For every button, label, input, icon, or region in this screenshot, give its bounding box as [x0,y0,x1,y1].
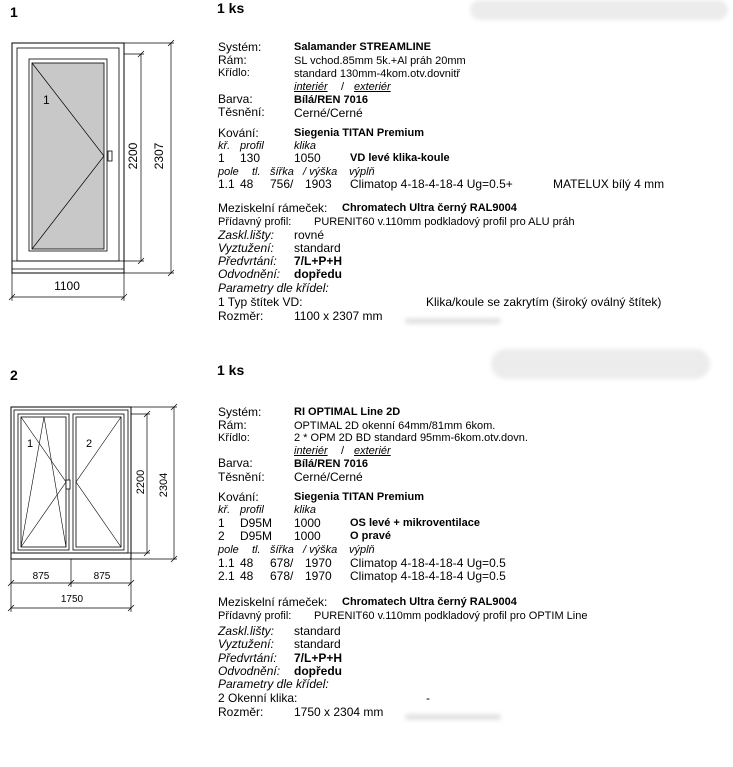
system-label: Systém: [218,405,262,419]
glass-row-width: 678/ [270,569,294,583]
predrill-value: 7/L+P+H [294,254,343,268]
interior-label: interiér [294,81,328,93]
color-label: Barva: [218,456,253,470]
system-value: Salamander STREAMLINE [294,41,431,53]
sash-label: Křídlo: [218,67,250,79]
spacer-label: Meziskelní rámeček: [218,595,328,609]
item-number: 2 [10,367,18,383]
hw-row-handle: 1000 [294,529,321,543]
glass-row-fill: Climatop 4-18-4-18-4 Ug=0.5+ [350,177,513,191]
hw-header-profile: profil [240,140,264,152]
item-quantity: 1 ks [217,362,245,378]
width-total-label: 1750 [60,594,84,605]
spacer-value: Chromatech Ultra černý RAL9004 [342,202,517,214]
hw-header-sash: kř. [218,140,231,152]
width-right-label: 875 [93,571,111,582]
hardware-label: Kování: [218,126,259,140]
glass-row-height: 1903 [305,177,332,191]
drain-value: dopředu [294,267,342,281]
size-label: Rozměr: [218,309,264,323]
glass-row-field: 2.1 [218,569,235,583]
redacted-area [491,349,710,379]
exterior-label: exteriér [354,81,391,93]
sash-value: standard 130mm-4kom.otv.dovnitř [294,68,461,80]
seal-value: Cerné/Cerné [294,470,363,484]
glass-row-fill: Climatop 4-18-4-18-4 Ug=0.5 [350,556,506,570]
window-handle-icon [66,480,70,489]
glass-header-height: / výška [303,166,338,178]
door-glass [32,63,104,249]
drain-value: dopředu [294,664,342,678]
reinforcement-value: standard [294,637,341,651]
exterior-label: exteriér [354,445,391,457]
hw-row-profile: D95M [240,529,273,543]
glass-header-field: pole [218,166,239,178]
glass-row-height: 1970 [305,556,332,570]
glass-row-thickness: 48 [240,569,254,583]
bead-value: rovné [294,228,325,242]
glass-header-width: šířka [270,544,294,556]
hardware-value: Siegenia TITAN Premium [294,127,424,139]
side-separator: / [341,81,345,93]
glass-header-thickness: tl. [252,544,261,556]
glass-row-width: 756/ [270,177,294,191]
predrill-label: Předvrtání: [218,651,277,665]
system-label: Systém: [218,40,262,54]
seal-value: Cerné/Cerné [294,106,363,120]
side-separator: / [341,445,345,457]
drain-label: Odvodnění: [218,267,281,281]
glass-row-thickness: 48 [240,556,254,570]
glass-header-height: / výška [303,544,338,556]
param-line-key: 1 Typ štítek VD: [218,295,303,309]
sash-number: 1 [43,93,50,107]
reinforcement-label: Vyztužení: [218,241,274,255]
glass-header-fill: výplň [349,166,375,178]
params-label: Parametry dle křídel: [218,281,329,295]
frame-label: Rám: [218,418,247,432]
add-profile-label: Přídavný profil: [218,216,292,228]
sash-number-left: 1 [27,438,34,450]
glass-row-width: 678/ [270,556,294,570]
sash-number-right: 2 [86,438,93,450]
door-handle-icon [108,151,112,161]
add-profile-label: Přídavný profil: [218,610,292,622]
hw-row-handle: 1000 [294,516,321,530]
hw-row-sash: 1 [218,516,225,530]
system-value: RI OPTIMAL Line 2D [294,406,401,418]
sash-value: 2 * OPM 2D BD standard 95mm-6kom.otv.dovn. [294,432,528,444]
glass-row-extra: MATELUX bílý 4 mm [553,177,665,191]
width-left-label: 875 [32,571,50,582]
add-profile-value: PURENIT60 v.110mm podkladový profil pro OPTIM Line [314,610,588,622]
size-value: 1750 x 2304 mm [294,705,384,719]
frame-value: SL vchod.85mm 5k.+Al práh 20mm [294,55,466,67]
hw-row-sash: 2 [218,529,225,543]
color-value: Bílá/REN 7016 [294,458,368,470]
redacted-area [405,318,501,324]
drain-label: Odvodnění: [218,664,281,678]
item-number: 1 [10,4,18,20]
hw-row-type: OS levé + mikroventilace [350,517,480,529]
hw-header-profile: profil [240,504,264,516]
color-label: Barva: [218,92,253,106]
hardware-label: Kování: [218,490,259,504]
door-drawing [0,36,200,306]
seal-label: Těsnění: [218,470,265,484]
height-inner-label: 2200 [126,142,140,170]
item-quantity: 1 ks [217,0,245,16]
params-label: Parametry dle křídel: [218,677,329,691]
add-profile-value: PURENIT60 v.110mm podkladový profil pro ALU práh [314,216,575,228]
glass-row-thickness: 48 [240,177,254,191]
frame-value: OPTIMAL 2D okenní 64mm/81mm 6kom. [294,420,496,432]
redacted-area [405,714,501,720]
spacer-value: Chromatech Ultra černý RAL9004 [342,596,517,608]
height-outer-label: 2307 [152,142,166,170]
left-glass [21,417,66,547]
param-line-value: - [426,691,430,705]
hardware-value: Siegenia TITAN Premium [294,491,424,503]
glass-row-field: 1.1 [218,556,235,570]
predrill-value: 7/L+P+H [294,651,343,665]
sash-label: Křídlo: [218,432,250,444]
spacer-label: Meziskelní rámeček: [218,201,328,215]
predrill-label: Předvrtání: [218,254,277,268]
size-value: 1100 x 2307 mm [294,309,383,323]
window-drawing [0,400,200,620]
glass-row-field: 1.1 [218,177,235,191]
hw-row-handle: 1050 [294,151,321,165]
param-line-key: 2 Okenní klika: [218,691,298,705]
bead-label: Zaskl.lišty: [218,624,275,638]
right-glass [76,417,121,547]
height-outer-label: 2304 [158,472,170,498]
bead-label: Zaskl.lišty: [218,228,275,242]
height-inner-label: 2200 [135,469,147,495]
bead-value: standard [294,624,341,638]
glass-row-height: 1970 [305,569,332,583]
param-line-value: Klika/koule se zakrytím (široký oválný štítek) [426,295,662,309]
reinforcement-value: standard [294,241,341,255]
hw-header-handle: klika [294,140,317,152]
hw-row-profile: D95M [240,516,273,530]
interior-label: interiér [294,445,328,457]
glass-header-field: pole [218,544,239,556]
frame-label: Rám: [218,53,247,67]
glass-header-thickness: tl. [252,166,261,178]
reinforcement-label: Vyztužení: [218,637,274,651]
hw-row-type: VD levé klika-koule [350,152,450,164]
color-value: Bílá/REN 7016 [294,94,368,106]
seal-label: Těsnění: [218,105,265,119]
size-label: Rozměr: [218,705,264,719]
redacted-area [470,0,728,20]
hw-row-profile: 130 [240,151,261,165]
glass-header-width: šířka [270,166,294,178]
hw-row-sash: 1 [218,151,225,165]
width-label: 1100 [54,279,80,293]
hw-header-sash: kř. [218,504,231,516]
glass-row-fill: Climatop 4-18-4-18-4 Ug=0.5 [350,569,506,583]
hw-header-handle: klika [294,504,317,516]
hw-row-type: O pravé [350,530,391,542]
glass-header-fill: výplň [349,544,375,556]
